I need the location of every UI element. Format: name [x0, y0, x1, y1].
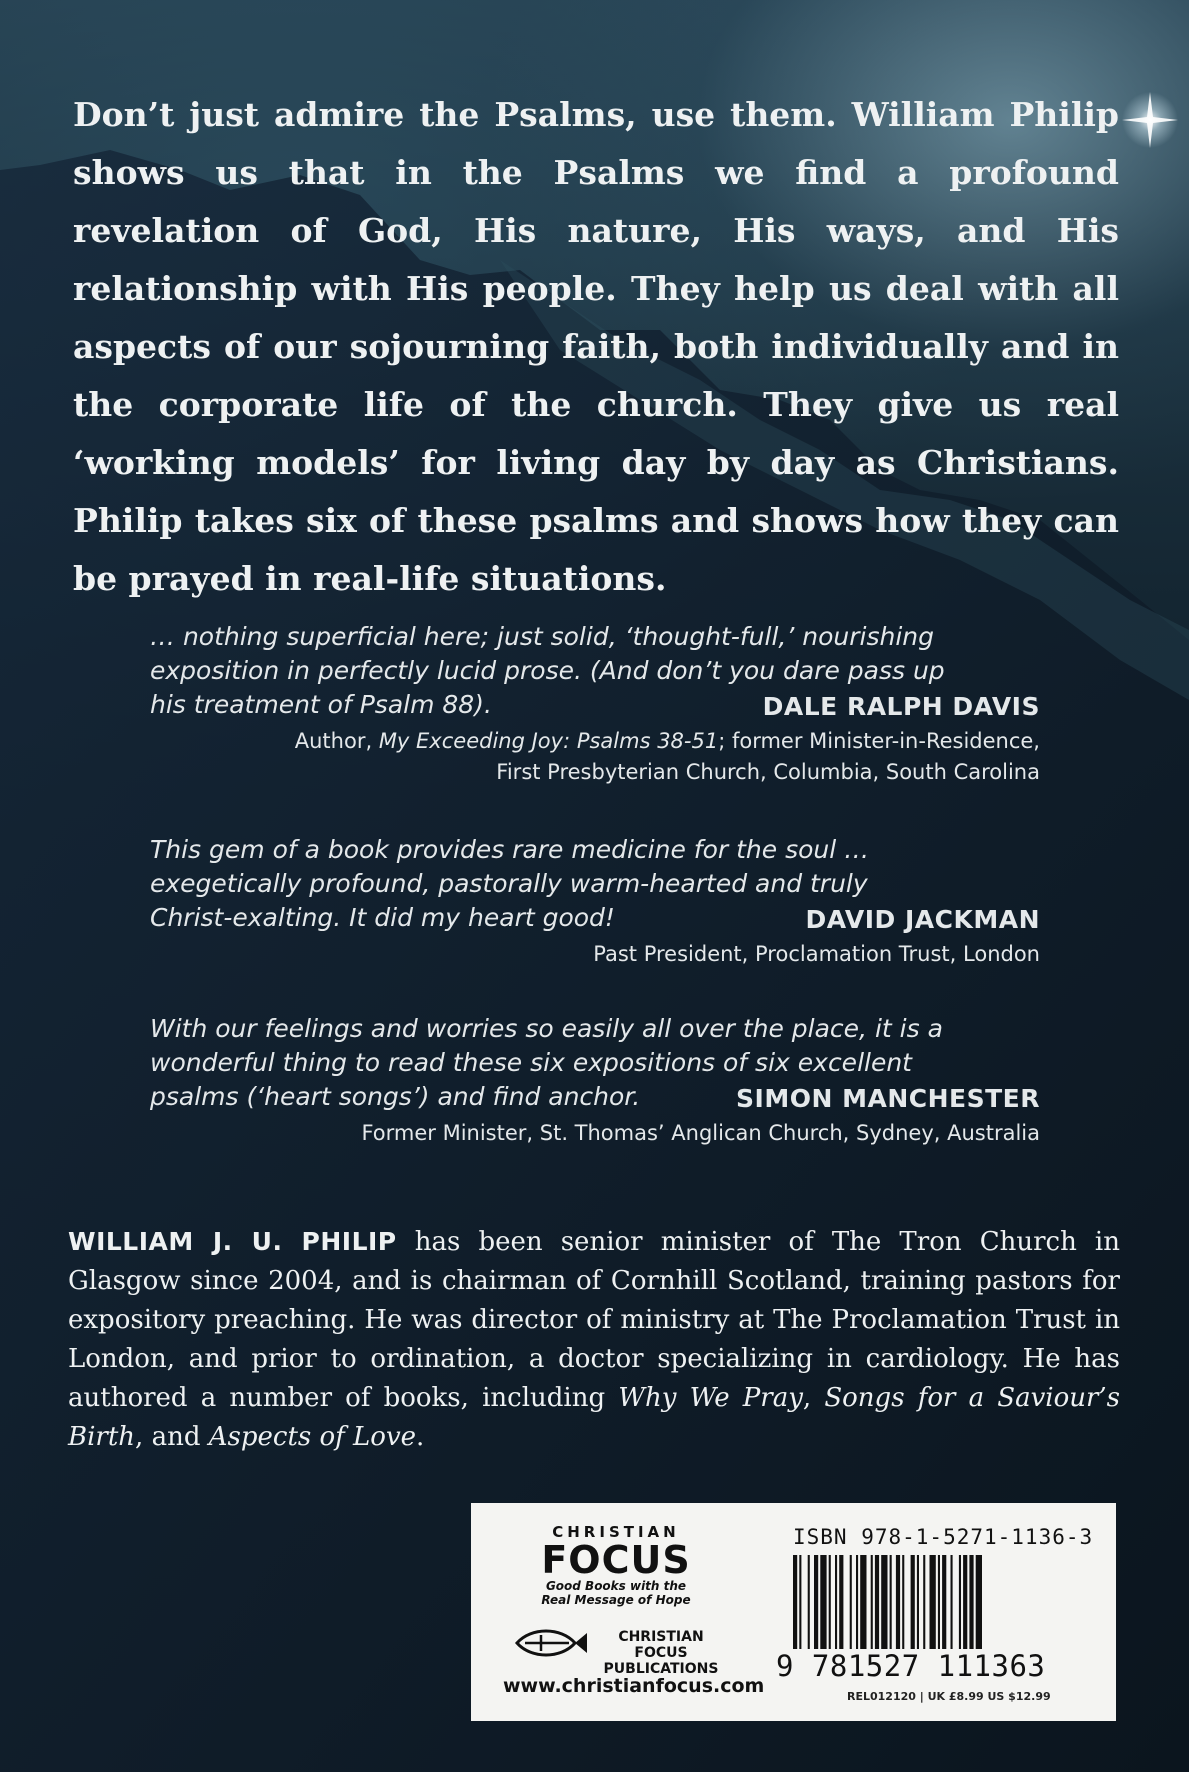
endorser-name: DAVID JACKMAN — [805, 905, 1040, 934]
endorser-role: Author, My Exceeding Joy: Psalms 38-51; former Minister-in-Residence, First Presbyterian Church, Columbia, South Carolina — [294, 729, 1040, 784]
endorser-name: DALE RALPH DAVIS — [762, 692, 1040, 721]
publisher-website: www.christianfocus.com — [503, 1675, 765, 1697]
endorser-book-title: My Exceeding Joy: Psalms 38-51 — [378, 729, 719, 753]
endorser-name: SIMON MANCHESTER — [736, 1084, 1040, 1113]
ean-digits: 9 781527 111363 — [776, 1649, 1046, 1683]
cover-blurb: Don’t just admire the Psalms, use them. William Philip shows us that in the Psalms we find a profound revelation of God, His nature, His ways, and His relationship with His people. They help us deal with all aspects of our sojourning faith, both individually and in the corporate life of the church. They give us real ‘working models’ for living day by day as Christians. Philip takes six of these psalms and shows how they can be prayed in real-life situations. — [73, 95, 1119, 598]
christian-focus-logo: CHRISTIAN FOCUS Good Books with the Real Message of Hope — [541, 1523, 691, 1607]
endorsement-quote: With our feelings and worries so easily all over the place, it is a wonderful thing to read these six expositions of six excellent psalms (‘heart songs’) and find anchor. — [150, 1014, 943, 1111]
endorsement-quote: … nothing superficial here; just solid, ‘thought-full,’ nourishing exposition in perfectly lucid prose. (And don’t you dare pass up his treatment of Psalm 88). — [150, 622, 945, 719]
barcode-panel — [471, 1503, 1116, 1721]
author-bio: WILLIAM J. U. PHILIP has been senior minister of The Tron Church in Glasgow since 2004, and is chairman of Cornhill Scotland, training pastors for expository preaching. He was director of ministry at The Proclamation Trust in London, and prior to ordination, a doctor specializing in cardiology. He has authored a number of books, including Why We Pray, Songs for a Saviour’s Birth, and Aspects of Love. — [68, 1227, 1121, 1452]
endorsement-jackman — [150, 833, 1040, 970]
book-title: Aspects of Love — [208, 1422, 417, 1452]
book-title: Songs for a Saviour’s Birth — [68, 1383, 1121, 1452]
endorsement-quote: This gem of a book provides rare medicine for the soul … exegetically profound, pastorally warm-hearted and truly Christ-exalting. It did my heart good! — [150, 835, 870, 932]
isbn-number: ISBN 978-1-5271-1136-3 — [793, 1525, 1094, 1549]
fish-icon — [511, 1625, 591, 1661]
book-title: Why We Pray — [618, 1383, 803, 1413]
endorser-role: Former Minister, St. Thomas’ Anglican Church, Sydney, Australia — [361, 1121, 1040, 1145]
price-line: REL012120 | UK £8.99 US $12.99 — [847, 1690, 1051, 1703]
endorsement-davis — [150, 620, 1040, 788]
publisher-imprint: CHRISTIAN FOCUS PUBLICATIONS — [511, 1625, 731, 1665]
endorsement-manchester — [150, 1012, 1040, 1149]
author-name: WILLIAM J. U. PHILIP — [68, 1227, 397, 1256]
endorser-role: Past President, Proclamation Trust, London — [593, 942, 1040, 966]
